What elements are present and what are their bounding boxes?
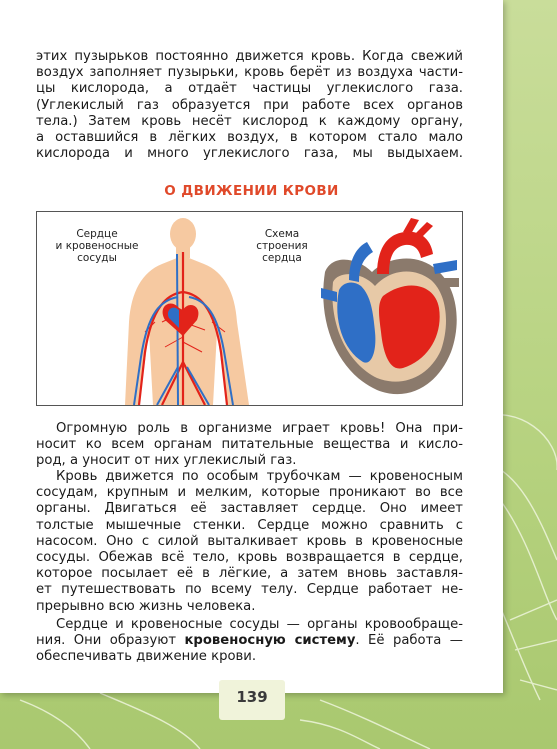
text-line: Сердце и кровеносные сосуды — органы кровообраще- — [56, 617, 463, 632]
body-paragraph-3 — [36, 617, 463, 666]
figure-label-line: Схема — [264, 228, 300, 240]
text-fragment: . Её работа — — [355, 633, 463, 649]
text-line: род, а уносит от них углекислый газ. — [36, 453, 297, 469]
figure-label-line: сердца — [262, 252, 302, 264]
text-line: прерывно всю жизнь человека. — [36, 598, 256, 614]
text-line: обеспечивать движение крови. — [36, 649, 257, 665]
figure-label-line: Сердце — [76, 228, 118, 240]
figure-label-line: сосуды — [77, 252, 117, 264]
text-fragment: ния. Они образуют — [36, 633, 185, 649]
figure-label-line: строения — [256, 240, 308, 252]
human-body-illustration — [125, 218, 249, 405]
text-line: сосуды. Обежав всё тело, кровь возвращается в сердце, — [36, 550, 463, 566]
text-line — [36, 633, 463, 649]
figure-label-line: и кровеносные — [55, 240, 139, 252]
text-line: (Углекислый газ образуется при работе всех органов — [36, 97, 463, 113]
body-paragraph-1 — [36, 421, 463, 470]
text-line: цы кислорода, а отдаёт частицы углекислого газа. — [36, 81, 463, 97]
text-line: ет путешествовать по всему телу. Сердце работает не- — [36, 582, 463, 598]
text-line: Огромную роль в организме играет кровь! Она при- — [56, 421, 463, 436]
key-term: кровеносную систему — [184, 633, 356, 649]
body-paragraph-2 — [36, 469, 463, 615]
heart-cross-section-illustration — [321, 218, 459, 394]
circulation-figure — [36, 211, 463, 406]
text-line: воздух заполняет пузырьки, кровь берёт из воздуха части- — [36, 65, 463, 81]
text-line: толстые мышечные стенки. Сердце можно сравнить с — [36, 517, 463, 533]
text-line: сосудам, крупным и мелким, которые проникают во все — [36, 485, 463, 501]
text-line: тела.) Затем кровь несёт кислород к каждому органу, — [36, 113, 463, 129]
text-line: носит ко всем органам питательные вещества и кисло- — [36, 437, 463, 453]
text-line: Кровь движется по особым трубочкам — кровеносным — [56, 469, 463, 484]
top-paragraph — [36, 49, 463, 162]
text-line: а оставшийся в лёгких воздух, в котором стало мало — [36, 130, 463, 146]
figure-illustration — [37, 212, 462, 405]
text-line: которое посылает её в лёгкие, а затем вновь заставля- — [36, 566, 463, 582]
section-title: О ДВИЖЕНИИ КРОВИ — [164, 183, 339, 199]
text-line: насосом. Оно с силой выталкивает кровь в кровеносные — [36, 533, 463, 549]
page-number: 139 — [236, 688, 268, 706]
text-line: этих пузырьков постоянно движется кровь. Когда свежий — [36, 49, 463, 64]
text-line: органы. Двигаться её заставляет сердце. Оно имеет — [36, 501, 463, 517]
text-line: кислорода и много углекислого газа, мы выдыхаем. — [36, 146, 463, 162]
